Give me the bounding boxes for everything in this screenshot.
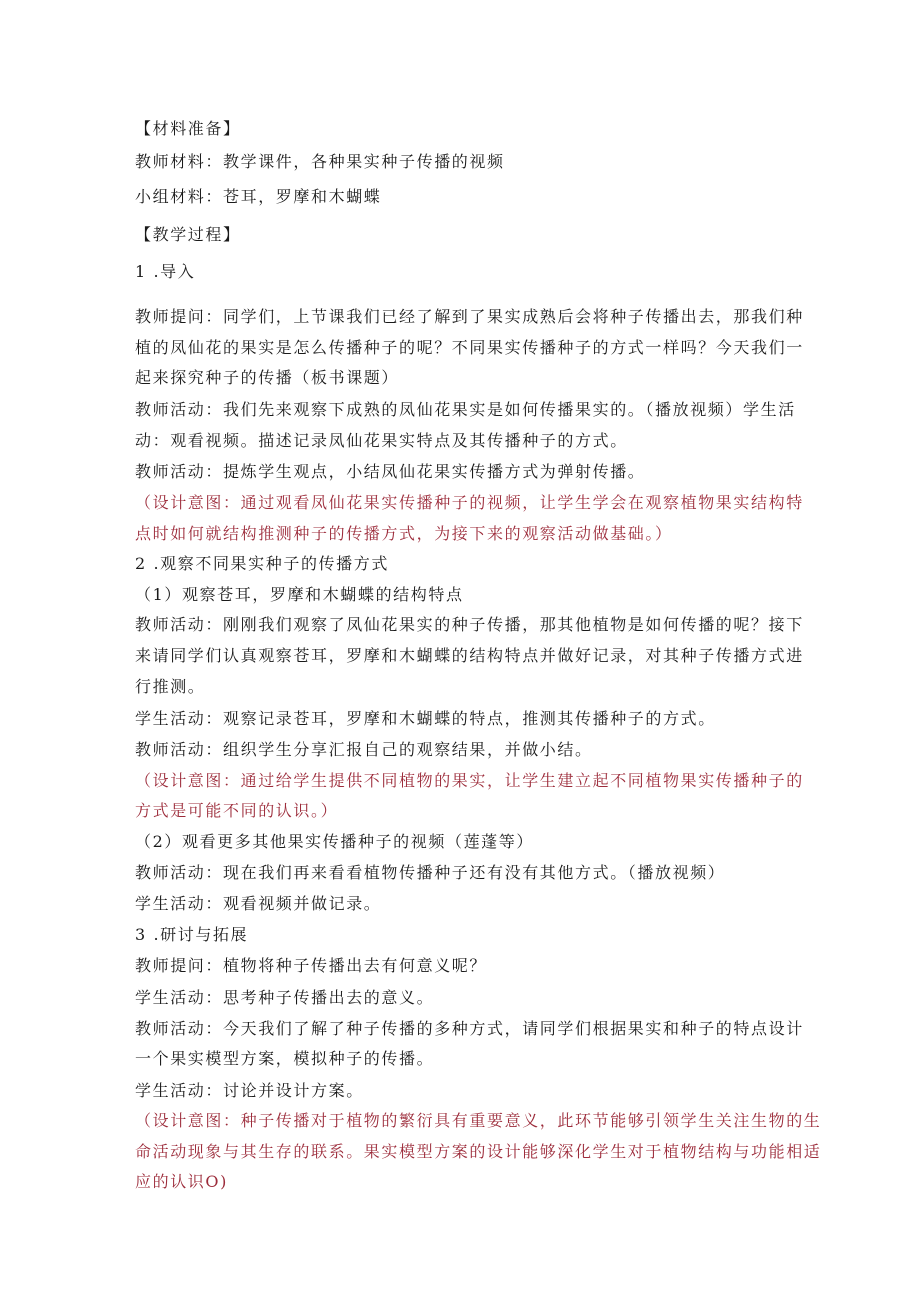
section2-sub1-teacher-activity1-line1: 教师活动：刚刚我们观察了凤仙花果实的种子传播，那其他植物是如何传播的呢？接下 (135, 615, 804, 634)
section1-teacher-activity1-line1: 教师活动：我们先来观察下成熟的凤仙花果实是如何传播果实的。（播放视频）学生活 (135, 400, 796, 419)
section1-teacher-activity2: 教师活动：提炼学生观点，小结凤仙花果实传播方式为弹射传播。 (135, 462, 646, 481)
section3-student-activity1: 学生活动：思考种子传播出去的意义。 (135, 988, 435, 1007)
section2-sub1-design-intent-line2: 方式是可能不同的认识。） (135, 801, 339, 820)
section3-design-intent-line3: 应的认识O) (135, 1172, 228, 1191)
section3-teacher-activity-line2: 一个果实模型方案，模拟种子的传播。 (135, 1049, 435, 1068)
section2-sub1-design-intent-line1: （设计意图：通过给学生提供不同植物的果实，让学生建立起不同植物果实传播种子的 (135, 771, 804, 790)
section2-sub2-teacher-activity: 教师活动：现在我们再来看看植物传播种子还有没有其他方式。（播放视频） (135, 863, 726, 882)
section3-design-intent-line2: 命活动现象与其生存的联系。果实模型方案的设计能够深化学生对于植物结构与功能相适 (135, 1142, 822, 1161)
process-heading: 【教学过程】 (135, 225, 241, 244)
section3-student-activity2: 学生活动：讨论并设计方案。 (135, 1081, 364, 1100)
section2-sub2-title: （2）观看更多其他果实传播种子的视频（莲蓬等） (135, 832, 534, 851)
materials-heading: 【材料准备】 (135, 119, 241, 138)
section1-title: 1 .导入 (135, 262, 196, 281)
section2-title: 2 .观察不同果实种子的传播方式 (135, 554, 389, 573)
group-materials: 小组材料：苍耳，罗摩和木蝴蝶 (135, 187, 382, 206)
section2-sub2-student-activity: 学生活动：观看视频并做记录。 (135, 894, 382, 913)
section2-sub1-teacher-activity1-line3: 行推测。 (135, 677, 206, 696)
teacher-materials: 教师材料：教学课件，各种果实种子传播的视频 (135, 152, 505, 171)
section1-teacher-activity1-line2: 动：观看视频。描述记录凤仙花果实特点及其传播种子的方式。 (135, 431, 628, 450)
section2-sub1-student-activity: 学生活动：观察记录苍耳，罗摩和木蝴蝶的特点，推测其传播种子的方式。 (135, 709, 716, 728)
section2-sub1-teacher-activity1-line2: 来请同学们认真观察苍耳，罗摩和木蝴蝶的结构特点并做好记录，对其种子传播方式进 (135, 646, 804, 665)
section1-design-intent-line1: （设计意图：通过观看凤仙花果实传播种子的视频，让学生学会在观察植物果实结构特 (135, 493, 804, 512)
section3-design-intent-line1: （设计意图：种子传播对于植物的繁衍具有重要意义，此环节能够引领学生关注生物的生 (135, 1111, 822, 1130)
section2-sub1-teacher-activity2: 教师活动：组织学生分享汇报自己的观察结果，并做小结。 (135, 740, 593, 759)
section3-teacher-question: 教师提问：植物将种子传播出去有何意义呢？ (135, 956, 488, 975)
section3-teacher-activity-line1: 教师活动：今天我们了解了种子传播的多种方式，请同学们根据果实和种子的特点设计 (135, 1019, 804, 1038)
section3-title: 3 .研讨与拓展 (135, 925, 249, 944)
section2-sub1-title: （1）观察苍耳，罗摩和木蝴蝶的结构特点 (135, 585, 464, 604)
section1-design-intent-line2: 点时如何就结构推测种子的传播方式，为接下来的观察活动做基础。） (135, 524, 673, 543)
section1-teacher-question-line2: 植的凤仙花的果实是怎么传播种子的呢？不同果实传播种子的方式一样吗？今天我们一 (135, 338, 804, 357)
section1-teacher-question-line3: 起来探究种子的传播（板书课题） (135, 368, 400, 387)
section1-teacher-question-line1: 教师提问：同学们，上节课我们已经了解到了果实成熟后会将种子传播出去，那我们种 (135, 307, 804, 326)
